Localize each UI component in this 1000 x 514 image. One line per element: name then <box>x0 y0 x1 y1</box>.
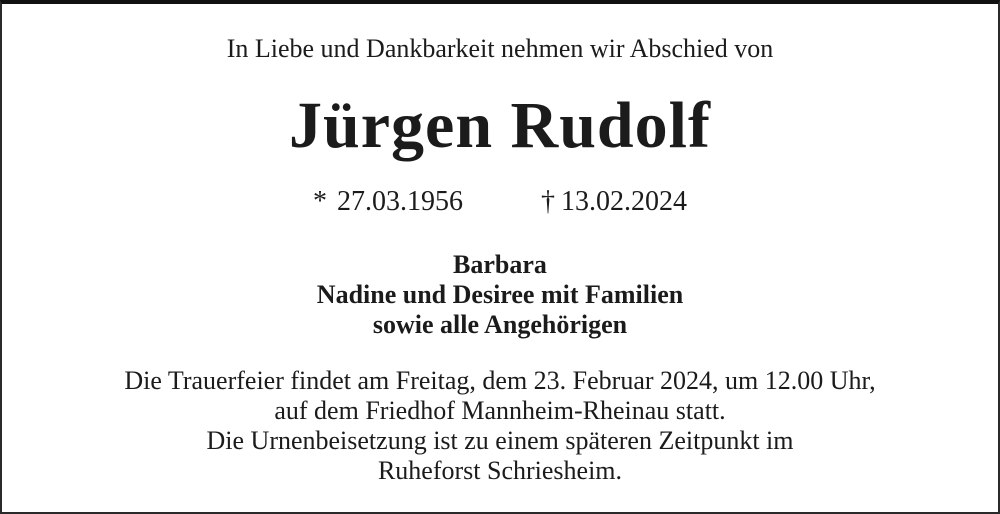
mourners-block <box>2 250 998 340</box>
detail-line-1: Die Trauerfeier findet am Freitag, dem 23. Februar 2024, um 12.00 Uhr, <box>124 366 876 395</box>
detail-line-2: auf dem Friedhof Mannheim-Rheinau statt. <box>274 396 726 425</box>
born-symbol-icon: * <box>313 186 327 217</box>
intro-line: In Liebe und Dankbarkeit nehmen wir Abschied von <box>226 34 774 63</box>
deceased-name: Jürgen Rudolf <box>289 89 711 162</box>
death-date <box>541 187 687 217</box>
mourner-line-1: Barbara <box>453 250 547 279</box>
detail-line-3: Die Urnenbeisetzung ist zu einem späteren Zeitpunkt im <box>206 426 794 455</box>
died-symbol-icon: † <box>541 186 555 217</box>
life-dates <box>2 187 998 217</box>
detail-line-4: Ruheforst Schriesheim. <box>377 456 623 485</box>
mourner-line-3: sowie alle Angehörigen <box>372 310 628 339</box>
birth-date <box>313 187 463 217</box>
funeral-details <box>2 366 998 486</box>
death-date-value: 13.02.2024 <box>561 186 687 217</box>
mourner-line-2: Nadine und Desiree mit Familien <box>316 280 684 309</box>
birth-date-value: 27.03.1956 <box>337 186 463 217</box>
